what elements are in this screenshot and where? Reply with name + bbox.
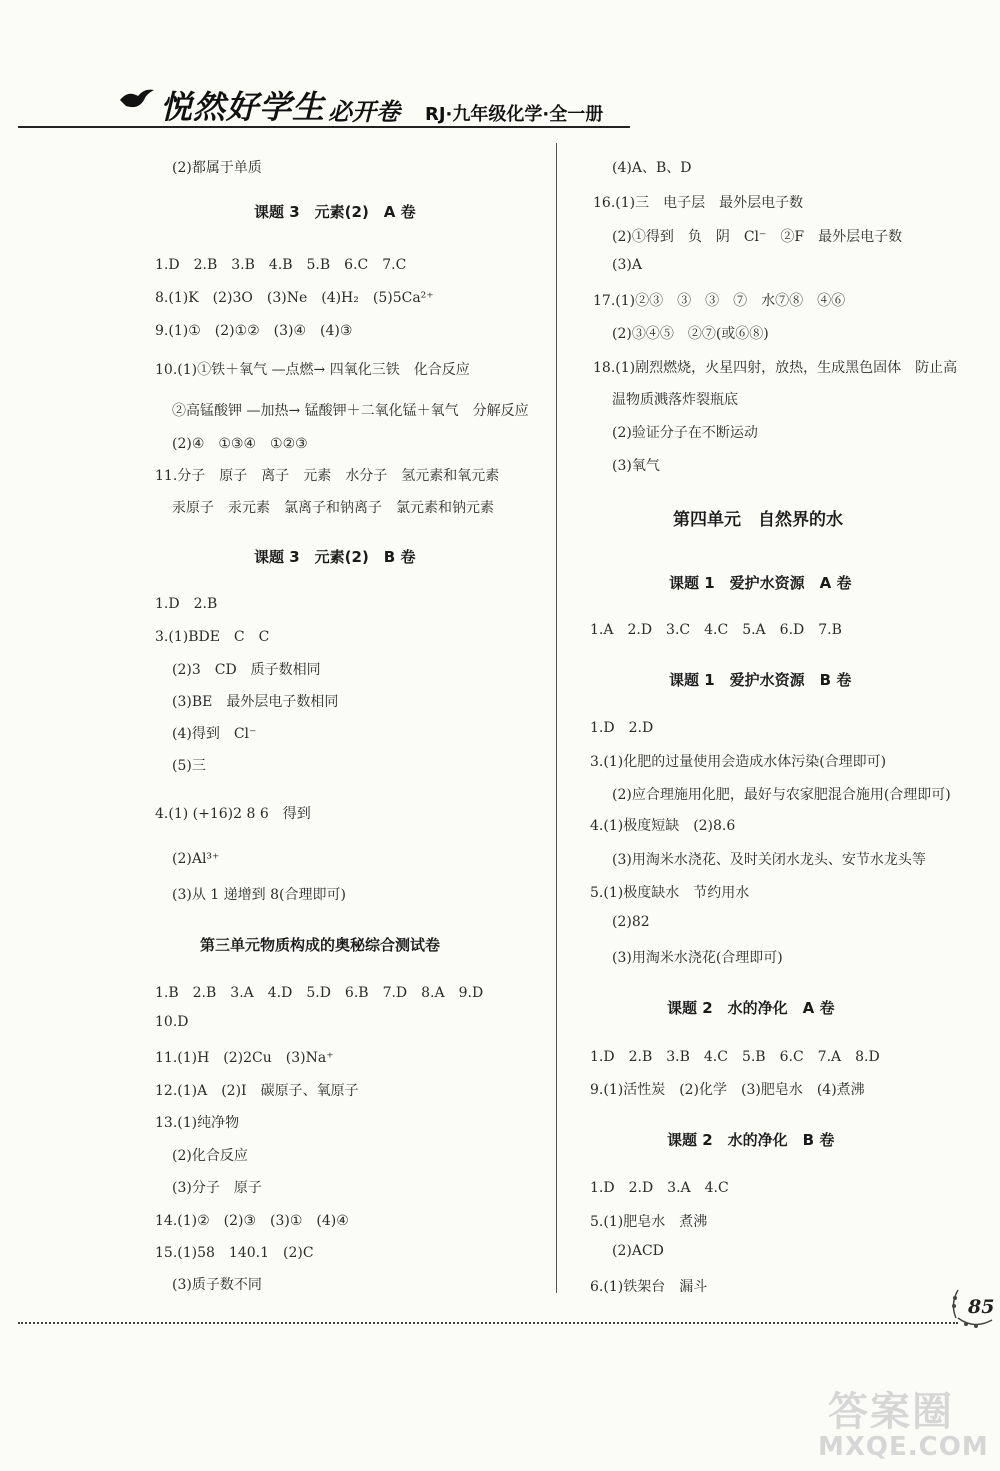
section-heading: 课题 1 爱护水资源 A 卷: [669, 574, 852, 592]
answer-line: 汞原子 汞元素 氯离子和钠离子 氯元素和钠元素: [172, 500, 494, 516]
answer-line: 15.(1)58 140.1 (2)C: [155, 1245, 314, 1261]
answer-line: 3.(1)化肥的过量使用会造成水体污染(合理即可): [590, 754, 887, 770]
page-header: [0, 0, 1000, 140]
answer-line: 9.(1)活性炭 (2)化学 (3)肥皂水 (4)煮沸: [590, 1082, 865, 1098]
answer-line: 13.(1)纯净物: [155, 1115, 240, 1131]
answer-line: (3)从 1 递增到 8(合理即可): [172, 887, 346, 903]
column-divider: [556, 143, 557, 1293]
unit-heading: 第四单元 自然界的水: [673, 510, 843, 530]
answer-line: 4.(1)极度短缺 (2)8.6: [590, 818, 736, 834]
page-number: 85: [968, 1296, 995, 1318]
answer-line: 11.分子 原子 离子 元素 水分子 氢元素和氧元素: [155, 468, 500, 484]
answer-line: (3)A: [612, 257, 642, 273]
bird-logo-icon: [118, 86, 160, 112]
answer-line: 1.D 2.B 3.B 4.C 5.B 6.C 7.A 8.D: [590, 1049, 880, 1065]
answer-line: 10.D: [155, 1014, 189, 1030]
answer-line: (2)应合理施用化肥，最好与农家肥混合施用(合理即可): [612, 787, 951, 803]
answer-line: 10.(1)①铁＋氧气 —点燃→ 四氧化三铁 化合反应: [155, 362, 470, 378]
footer-rule: [18, 1322, 958, 1324]
answer-line: 12.(1)A (2)I 碳原子、氧原子: [155, 1083, 359, 1099]
answer-line: 1.B 2.B 3.A 4.D 5.D 6.B 7.D 8.A 9.D: [155, 985, 484, 1001]
brand-title: 悦然好学生: [160, 88, 326, 126]
section-heading: 课题 3 元素(2) B 卷: [254, 548, 416, 566]
answer-line: 6.(1)铁架台 漏斗: [590, 1279, 708, 1295]
answer-line: 16.(1)三 电子层 最外层电子数: [593, 195, 804, 211]
answer-line: (3)用淘米水浇花(合理即可): [612, 950, 783, 966]
answer-line: 温物质溅落炸裂瓶底: [612, 392, 738, 408]
answer-line: 1.A 2.D 3.C 4.C 5.A 6.D 7.B: [590, 622, 842, 638]
answer-line: 1.D 2.B: [155, 596, 218, 612]
answer-line: (2)化合反应: [172, 1148, 248, 1164]
answer-line: (2)①得到 负 阴 Cl⁻ ②F 最外层电子数: [612, 229, 903, 245]
answer-line: (2)82: [612, 914, 650, 930]
answer-line: (2)④ ①③④ ①②③: [172, 436, 308, 452]
answer-line: (5)三: [172, 758, 206, 774]
watermark-url: MXQE.COM: [818, 1432, 989, 1462]
answer-line: (3)用淘米水浇花、及时关闭水龙头、安节水龙头等: [612, 852, 926, 868]
answer-line: 1.D 2.D 3.A 4.C: [590, 1180, 729, 1196]
section-heading: 课题 3 元素(2) A 卷: [254, 203, 416, 221]
answer-line: 18.(1)剧烈燃烧，火星四射，放热，生成黑色固体 防止高: [593, 360, 958, 376]
answer-line: (2)验证分子在不断运动: [612, 425, 758, 441]
answer-line: (2)3 CD 质子数相同: [172, 662, 321, 678]
section-heading: 第三单元物质构成的奥秘综合测试卷: [200, 936, 441, 954]
answer-line: 14.(1)② (2)③ (3)① (4)④: [155, 1213, 349, 1229]
watermark-logo: 答案圈: [828, 1389, 954, 1435]
header-rule: [18, 126, 630, 128]
answer-line: (4)A、B、D: [612, 160, 692, 176]
answer-line: (2)Al³⁺: [172, 851, 220, 867]
book-subject: RJ·九年级化学·全一册: [425, 104, 604, 125]
answer-line: 17.(1)②③ ③ ③ ⑦ 水⑦⑧ ④⑥: [593, 293, 846, 309]
answer-line: 5.(1)极度缺水 节约用水: [590, 885, 750, 901]
answer-line: (2)③④⑤ ②⑦(或⑥⑧): [612, 326, 769, 342]
answer-line: (3)氧气: [612, 458, 660, 474]
answer-line: 11.(1)H (2)2Cu (3)Na⁺: [155, 1050, 334, 1066]
answer-line: (4)得到 Cl⁻: [172, 726, 257, 742]
section-heading: 课题 2 水的净化 A 卷: [667, 999, 835, 1017]
answer-line: (3)BE 最外层电子数相同: [172, 694, 339, 710]
answer-line: ②高锰酸钾 —加热→ 锰酸钾＋二氧化锰＋氧气 分解反应: [172, 403, 529, 419]
answer-line: 3.(1)BDE C C: [155, 629, 270, 645]
section-heading: 课题 1 爱护水资源 B 卷: [669, 671, 852, 689]
answer-line: 8.(1)K (2)3O (3)Ne (4)H₂ (5)5Ca²⁺: [155, 290, 434, 306]
answer-line: 9.(1)① (2)①② (3)④ (4)③: [155, 323, 353, 339]
answer-line: (3)分子 原子: [172, 1180, 262, 1196]
answer-line: 4.(1) (+16)2 8 6 得到: [155, 806, 311, 822]
brand-series: 必开卷: [328, 97, 400, 126]
section-heading: 课题 2 水的净化 B 卷: [667, 1131, 835, 1149]
answer-line: 1.D 2.D: [590, 720, 654, 736]
answer-line: (2)ACD: [612, 1243, 664, 1259]
answer-line: 5.(1)肥皂水 煮沸: [590, 1214, 708, 1230]
answer-line: (2)都属于单质: [172, 160, 262, 176]
answer-line: 1.D 2.B 3.B 4.B 5.B 6.C 7.C: [155, 257, 407, 273]
answer-line: (3)质子数不同: [172, 1277, 262, 1293]
